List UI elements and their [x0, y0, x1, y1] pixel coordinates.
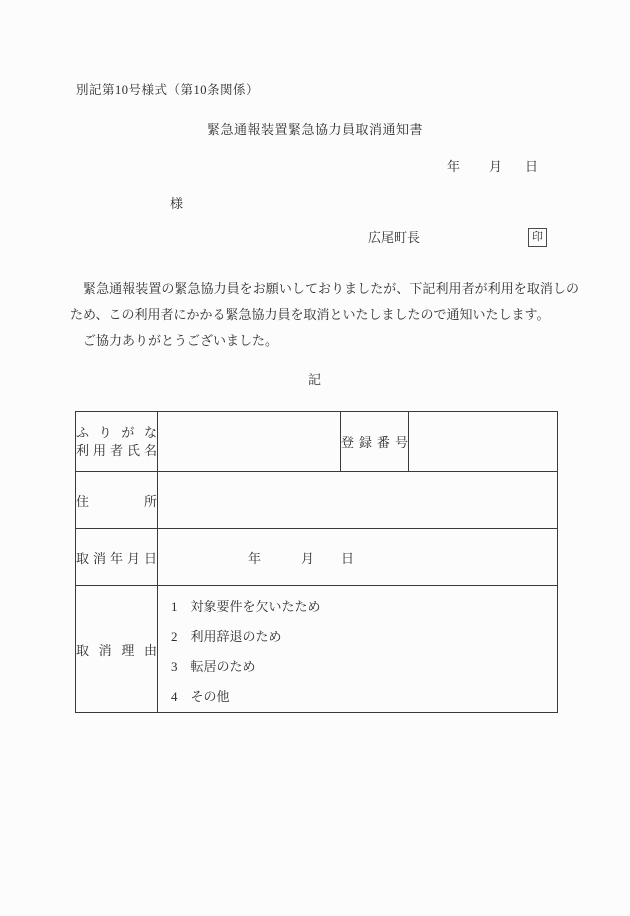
cancel-date-value-cell — [158, 529, 558, 586]
issue-month-label: 月 — [489, 159, 503, 174]
sender-title: 広尾町長 — [368, 230, 421, 245]
address-label: 住 所 — [76, 493, 157, 509]
body-text — [70, 276, 579, 354]
cancel-date-label: 取 消 年 月 日 — [76, 550, 157, 566]
ki-marker: 記 — [307, 372, 322, 387]
table-row-name — [76, 412, 558, 472]
cancellation-table — [75, 411, 558, 713]
address-label-cell — [76, 472, 158, 529]
reason-item-3: 3 転居のため — [171, 658, 256, 674]
issue-date-line — [447, 160, 538, 175]
reason-item-4: 4 その他 — [171, 688, 230, 704]
reason-label-cell — [76, 586, 158, 713]
table-row-cancel-date — [76, 529, 558, 586]
address-value-cell — [158, 472, 558, 529]
cancel-date-label-cell — [76, 529, 158, 586]
table-row-reason — [76, 586, 558, 713]
user-name-label: 利 用 者 氏 名 — [76, 442, 157, 458]
name-value-cell — [158, 412, 341, 472]
cancel-day-label: 日 — [341, 550, 355, 566]
thanks-line: ご協力ありがとうございました。 — [70, 333, 279, 348]
name-label-cell — [76, 412, 158, 472]
document-title: 緊急通報装置緊急協力員取消通知書 — [206, 122, 423, 137]
issue-day-label: 日 — [525, 159, 539, 174]
furigana-label: ふ り が な — [76, 425, 157, 440]
reason-item-1: 1 対象要件を欠いたため — [171, 598, 321, 614]
form-number: 別記第10号様式（第10条関係） — [76, 83, 260, 97]
table-row-address — [76, 472, 558, 529]
registration-number-label-cell — [341, 412, 409, 472]
issue-year-label: 年 — [447, 159, 461, 174]
seal-mark: 印 — [528, 228, 547, 247]
reason-value-cell — [158, 586, 558, 713]
reason-label: 取 消 理 由 — [76, 642, 157, 658]
reason-list — [158, 587, 557, 712]
registration-number-label: 登 録 番 号 — [341, 435, 408, 450]
cancel-year-label: 年 — [248, 550, 262, 566]
cancel-month-label: 月 — [301, 550, 315, 566]
reason-item-2: 2 利用辞退のため — [171, 628, 282, 644]
body-paragraph: 緊急通報装置の緊急協力員をお願いしておりましたが、下記利用者が利用を取消しのため、この利用者にかかる緊急協力員を取消といたしましたので通知いたします。 — [70, 281, 579, 322]
addressee-suffix: 様 — [170, 196, 184, 211]
registration-number-value-cell — [409, 412, 558, 472]
